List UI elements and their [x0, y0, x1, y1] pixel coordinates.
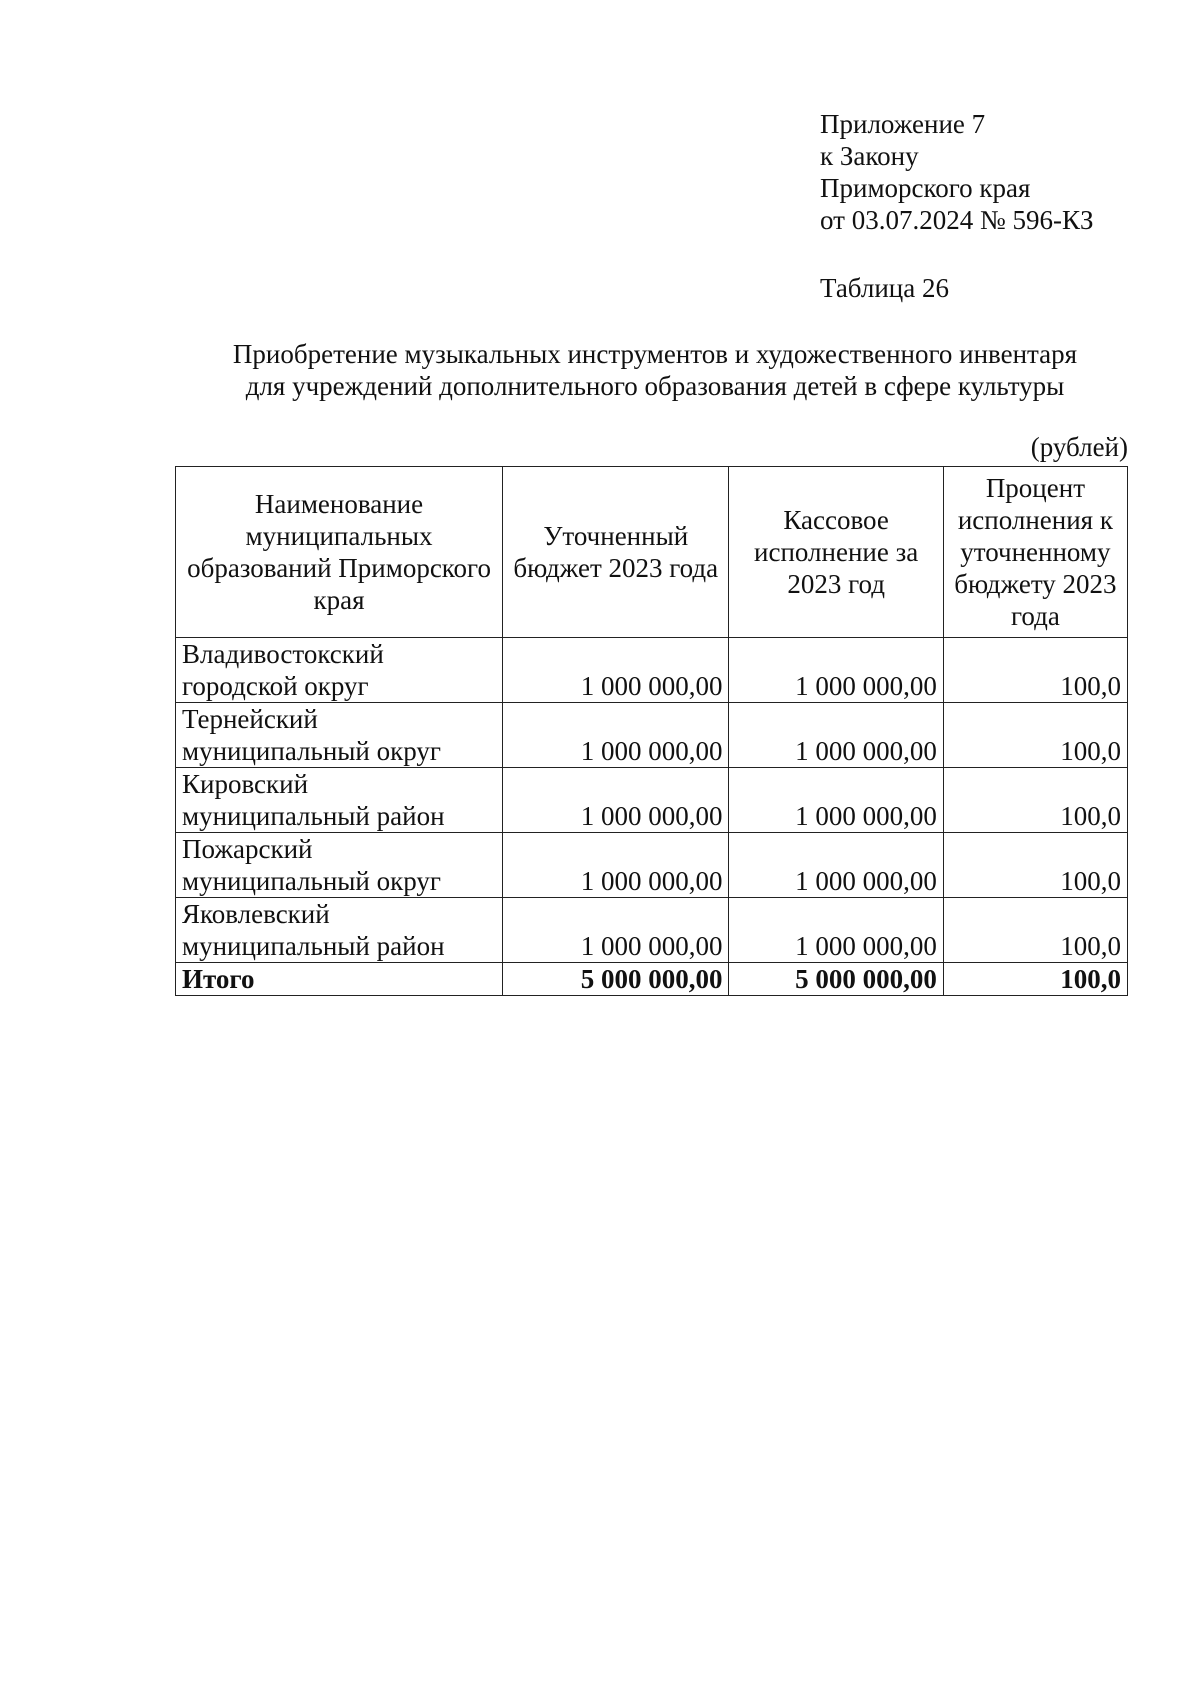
header-name: Наименование муниципальных образований Приморского края: [176, 467, 503, 638]
table-row: [176, 768, 1128, 833]
row-budget: 1 000 000,00: [503, 703, 729, 768]
header-budget: Уточненный бюджет 2023 года: [503, 467, 729, 638]
row-percent: 100,0: [943, 898, 1127, 963]
row-execution: 1 000 000,00: [729, 703, 943, 768]
row-percent: 100,0: [943, 703, 1127, 768]
row-name: [176, 768, 503, 833]
row-name: [176, 833, 503, 898]
total-budget: 5 000 000,00: [503, 963, 729, 996]
appendix-line: от 03.07.2024 № 596-КЗ: [820, 205, 1094, 235]
row-name-line2: муниципальный округ: [182, 866, 441, 896]
title-line: для учреждений дополнительного образования детей в сфере культуры: [245, 371, 1065, 401]
row-budget: 1 000 000,00: [503, 768, 729, 833]
row-execution: 1 000 000,00: [729, 898, 943, 963]
row-execution: 1 000 000,00: [729, 638, 943, 703]
total-label: Итого: [176, 963, 503, 996]
row-budget: 1 000 000,00: [503, 833, 729, 898]
row-execution: 1 000 000,00: [729, 768, 943, 833]
appendix-line: Приложение 7: [820, 109, 986, 139]
row-name-line2: муниципальный район: [182, 931, 445, 961]
total-percent: 100,0: [943, 963, 1127, 996]
budget-table: [175, 466, 1128, 996]
title-line: Приобретение музыкальных инструментов и художественного инвентаря: [232, 339, 1078, 369]
row-name-line1: Кировский: [182, 769, 309, 799]
table-row: [176, 898, 1128, 963]
appendix-line: Приморского края: [820, 173, 1031, 203]
header-execution: Кассовое исполнение за 2023 год: [729, 467, 943, 638]
header-percent: Процент исполнения к уточненному бюджету 2023 года: [943, 467, 1127, 638]
row-name-line1: Тернейский: [182, 704, 318, 734]
table-row: [176, 638, 1128, 703]
table-row: [176, 833, 1128, 898]
row-percent: 100,0: [943, 833, 1127, 898]
row-name: [176, 898, 503, 963]
row-name-line2: муниципальный округ: [182, 736, 441, 766]
row-name-line2: муниципальный район: [182, 801, 445, 831]
appendix-line: к Закону: [820, 141, 919, 171]
row-name: [176, 638, 503, 703]
table-row: [176, 703, 1128, 768]
row-percent: 100,0: [943, 638, 1127, 703]
row-budget: 1 000 000,00: [503, 638, 729, 703]
table-number: Таблица 26: [820, 273, 949, 303]
row-name-line2: городской округ: [182, 671, 369, 701]
row-budget: 1 000 000,00: [503, 898, 729, 963]
unit-label: (рублей): [1030, 432, 1128, 462]
row-name-line1: Владивостокский: [182, 639, 384, 669]
row-name: [176, 703, 503, 768]
row-percent: 100,0: [943, 768, 1127, 833]
row-execution: 1 000 000,00: [729, 833, 943, 898]
appendix-reference: [820, 108, 1093, 236]
document-title: [175, 338, 1135, 402]
row-name-line1: Пожарский: [182, 834, 313, 864]
row-name-line1: Яковлевский: [182, 899, 330, 929]
table-header-row: [176, 467, 1128, 638]
total-execution: 5 000 000,00: [729, 963, 943, 996]
total-row: [176, 963, 1128, 996]
